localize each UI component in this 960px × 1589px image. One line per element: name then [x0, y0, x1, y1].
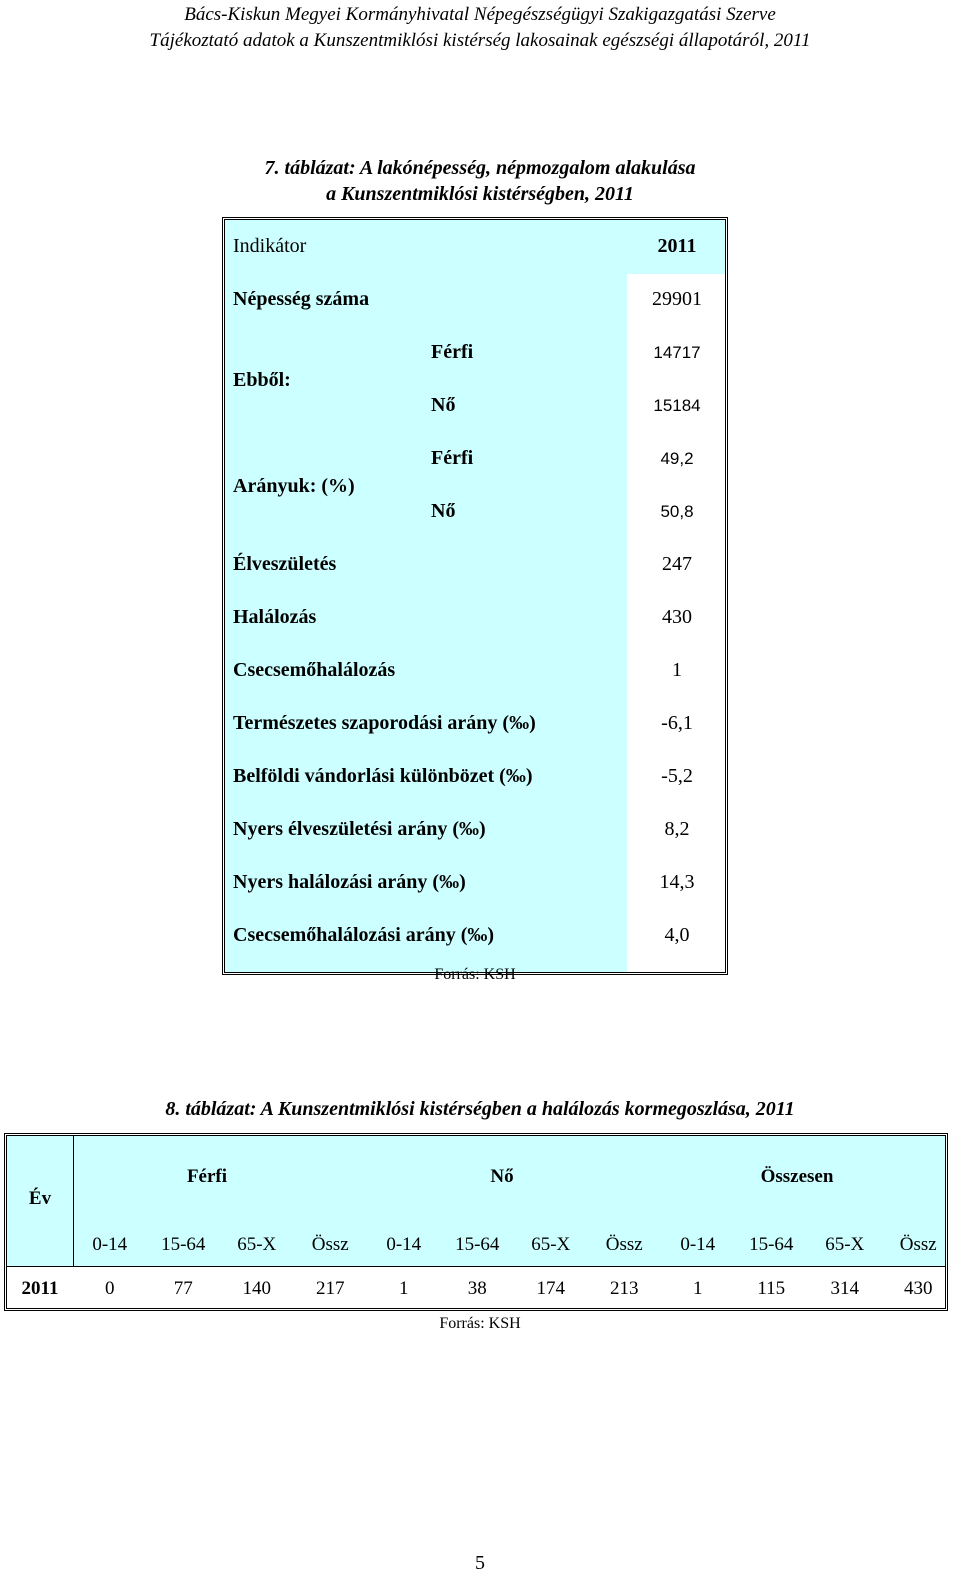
- header-indicator: Indikátor: [233, 235, 307, 257]
- document-header-line1: Bács-Kiskun Megyei Kormányhivatal Népegészségügyi Szakigazgatási Szerve: [184, 4, 776, 25]
- group-osszesen: Összesen: [760, 1166, 834, 1187]
- table7-caption-line1: 7. táblázat: A lakónépesség, népmozgalom alakulása: [264, 157, 696, 179]
- row-termeszetes-label: Természetes szaporodási arány (‰): [233, 712, 536, 734]
- data-cell: 38: [467, 1278, 487, 1299]
- row-halalozas-label: Halálozás: [233, 606, 317, 628]
- group-no: Nő: [490, 1166, 514, 1187]
- row-aranyuk-no-label: Nő: [431, 500, 456, 522]
- data-cell: 0: [105, 1278, 115, 1299]
- header-ev: Év: [28, 1188, 52, 1209]
- row-aranyuk-label: Arányuk: (%): [233, 475, 355, 497]
- header-year: 2011: [657, 235, 697, 257]
- row-ebbol-ferfi-label: Férfi: [431, 341, 474, 363]
- age-subheader: 0-14: [386, 1234, 422, 1255]
- age-subheader: 65-X: [531, 1234, 571, 1255]
- data-cell: 1: [399, 1278, 409, 1299]
- row-belfoldi-value: -5,2: [661, 765, 693, 787]
- data-cell: 430: [904, 1278, 933, 1299]
- row-elveszuletes-value: 247: [662, 553, 692, 575]
- age-subheader: 15-64: [161, 1234, 206, 1255]
- row-aranyuk-no-value: 50,8: [660, 502, 694, 521]
- row-elveszuletes-label: Élveszületés: [233, 553, 337, 575]
- age-subheader: 65-X: [825, 1234, 865, 1255]
- row-csecsemo-arany-label: Csecsemőhalálozási arány (‰): [233, 924, 495, 946]
- data-cell: 115: [757, 1278, 786, 1299]
- table7-source: Forrás: KSH: [434, 966, 516, 983]
- data-cell: 213: [610, 1278, 639, 1299]
- row-nyers-elv-label: Nyers élveszületési arány (‰): [233, 818, 486, 840]
- row-ebbol-label: Ebből:: [233, 369, 291, 391]
- row-halalozas-value: 430: [662, 606, 692, 628]
- data-cell: 140: [242, 1278, 271, 1299]
- row-csecsemo-arany-value: 4,0: [664, 924, 690, 946]
- age-subheader: Össz: [899, 1234, 937, 1255]
- document-header-line2: Tájékoztató adatok a Kunszentmiklósi kistérség lakosainak egészségi állapotáról, 2011: [149, 30, 811, 51]
- table7-population: [222, 217, 728, 975]
- row-ebbol-ferfi-value: 14717: [653, 343, 701, 362]
- page-number: 5: [475, 1552, 485, 1574]
- row-csecsemohalalozas-label: Csecsemőhalálozás: [233, 659, 396, 681]
- age-subheader: 0-14: [92, 1234, 128, 1255]
- data-cell: 174: [536, 1278, 565, 1299]
- row-nepesseg-value: 29901: [652, 288, 702, 310]
- data-cell: 217: [316, 1278, 345, 1299]
- row-nyers-hal-value: 14,3: [659, 871, 695, 893]
- age-subheader: 15-64: [749, 1234, 794, 1255]
- row-aranyuk-ferfi-label: Férfi: [431, 447, 474, 469]
- data-cell: 314: [830, 1278, 859, 1299]
- row-year-2011: 2011: [21, 1278, 59, 1299]
- row-ebbol-no-value: 15184: [653, 396, 701, 415]
- age-subheader: 15-64: [455, 1234, 500, 1255]
- row-nyers-hal-label: Nyers halálozási arány (‰): [233, 871, 466, 893]
- row-nepesseg-label: Népesség száma: [233, 288, 370, 310]
- group-ferfi: Férfi: [186, 1166, 228, 1187]
- age-subheader: Össz: [311, 1234, 349, 1255]
- table7-caption-line2: a Kunszentmiklósi kistérségben, 2011: [326, 183, 634, 205]
- row-aranyuk-ferfi-value: 49,2: [660, 449, 694, 468]
- row-nyers-elv-value: 8,2: [664, 818, 690, 840]
- table8-mortality-by-age: [4, 1133, 948, 1311]
- data-cell: 1: [693, 1278, 703, 1299]
- table8-source: Forrás: KSH: [439, 1315, 521, 1332]
- row-termeszetes-value: -6,1: [661, 712, 693, 734]
- age-subheader: Össz: [605, 1234, 643, 1255]
- row-csecsemohalalozas-value: 1: [672, 659, 682, 681]
- age-subheader: 65-X: [237, 1234, 277, 1255]
- row-belfoldi-label: Belföldi vándorlási különbözet (‰): [233, 765, 533, 787]
- data-cell: 77: [173, 1278, 193, 1299]
- age-subheader: 0-14: [680, 1234, 716, 1255]
- row-ebbol-no-label: Nő: [431, 394, 456, 416]
- table8-caption: 8. táblázat: A Kunszentmiklósi kistérségben a halálozás kormegoszlása, 2011: [165, 1098, 795, 1120]
